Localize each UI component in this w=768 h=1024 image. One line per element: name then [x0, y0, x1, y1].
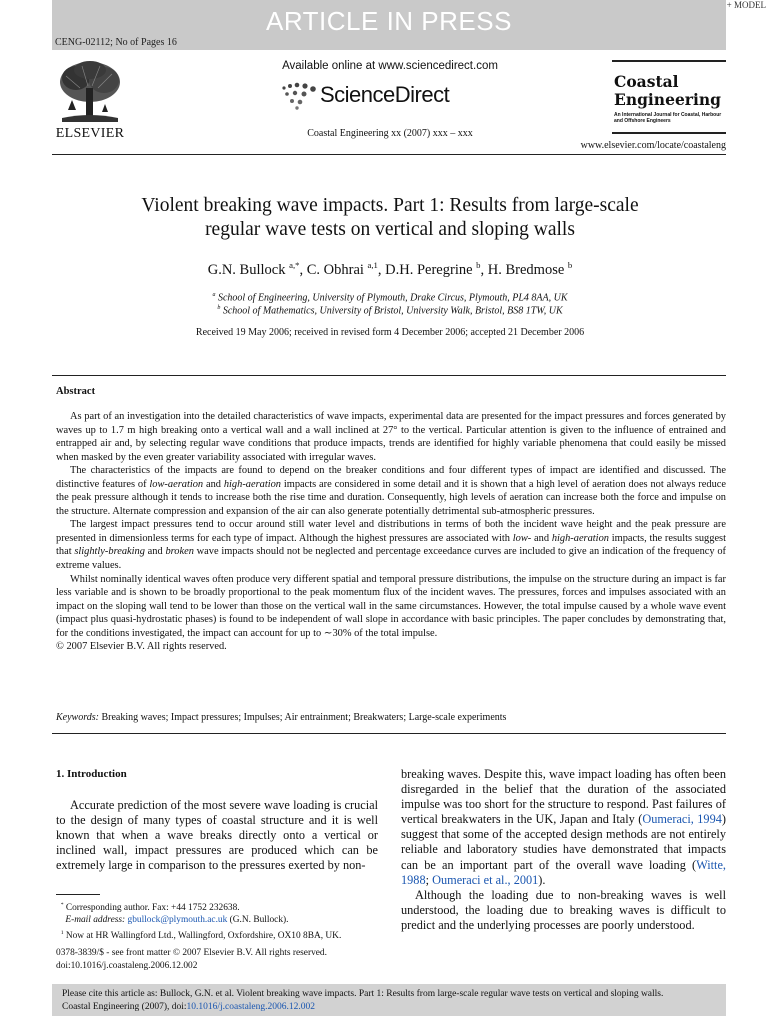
sciencedirect-wordmark: ScienceDirect	[320, 82, 450, 107]
abstract-paragraph-2: The characteristics of the impacts are found to depend on the breaker conditions and four different types of impact are identified and discussed. The distinctive features of low-aeration and high-aeration impacts are considered in some detail and it is shown that a high level of aeration does not always reduce the peak pressure although it tends to increase both the rise time and duration. Consequently, high levels of aeration can increase both the force and impulse on the structure. Alternate compression and expansion of the air can also generate potentially detrimental sub-atmospheric pressures.	[56, 465, 726, 517]
author-affiliation-mark: b	[567, 260, 573, 270]
abstract-paragraph-3: The largest impact pressures tend to occur around still water level and distributions in terms of both the incident wave height and the peak pressure are presented in dimensionless terms for each type of impact. Although the highest pressures are associated with low- and high-aeration impacts, the results suggest that slightly-breaking and broken wave impacts should not be neglected and percentage exceedance curves are included to give an indication of the frequency of extreme values.	[56, 519, 726, 572]
issn-line: 0378-3839/$ - see front matter © 2007 Elsevier B.V. All rights reserved.	[56, 948, 327, 958]
affiliation-text: School of Mathematics, University of Bristol, University Walk, Bristol, BS8 1TW, UK	[222, 305, 563, 317]
author-list: G.N. Bullock $^{a,*}$, C. Obhrai $^{a,1}$, D.H. Peregrine $^b$, H. Bredmose $^b$	[207, 260, 573, 278]
section-heading-introduction: 1. Introduction	[56, 768, 127, 780]
author-affiliation-mark: a,*	[289, 260, 300, 270]
journal-url-link[interactable]: www.elsevier.com/locate/coastaleng	[580, 140, 726, 151]
reference-link[interactable]: Oumeraci et al., 2001	[432, 872, 539, 887]
intro-paragraph-1: Accurate prediction of the most severe wave loading is crucial to the design of many types of coastal structure and it is well known that when a wave breaks directly onto a vertical or inclined wall, impact pressures are produced which can be extremely large in comparison to the pressures exerted by non-	[56, 798, 378, 873]
right-column	[401, 767, 726, 933]
journal-reference: Coastal Engineering xx (2007) xxx – xxx	[307, 128, 473, 139]
intro-paragraph-continued: breaking waves. Despite this, wave impact loading has often been disregarded in the belief that the duration of the associated impulse was too short for the structure to respond. Past failures of vertical breakwaters in the UK, Japan and Italy (Oumeraci, 1994) suggest that some of the accepted design methods are not entirely reliable and laboratory studies have demonstrated that impacts can be an important part of the overall wave loading (Witte, 1988; Oumeraci et al., 2001).	[401, 767, 726, 887]
affiliation-text: School of Engineering, University of Plymouth, Drake Circus, Plymouth, PL4 8AA, UK	[217, 292, 568, 304]
banner-title: ARTICLE IN PRESS	[266, 6, 512, 36]
email-link[interactable]: gbullock@plymouth.ac.uk	[127, 915, 228, 926]
keywords-label: Keywords:	[56, 712, 99, 723]
author-name[interactable]: D.H. Peregrine	[385, 261, 473, 278]
affiliation-mark: a	[212, 292, 216, 298]
affiliation-b	[90, 305, 690, 316]
author-name[interactable]: H. Bredmose	[487, 261, 565, 278]
journal-title-line2: Engineering	[614, 90, 721, 109]
reference-link[interactable]: Witte, 1988	[401, 857, 726, 887]
abstract-copyright: © 2007 Elsevier B.V. All rights reserved.	[56, 641, 227, 653]
sciencedirect-logo	[278, 78, 478, 114]
keywords	[56, 712, 506, 723]
citation-box	[52, 984, 726, 1016]
abstract-body	[56, 410, 726, 654]
header-divider	[52, 154, 726, 155]
article-in-press-banner	[52, 0, 726, 50]
sciencedirect-dots-icon	[278, 80, 318, 112]
footnote-email: E-mail address: gbullock@plymouth.ac.uk (G.N. Bullock).	[65, 915, 289, 926]
author-name[interactable]: C. Obhrai	[306, 261, 364, 278]
reference-link[interactable]: Oumeraci, 1994	[642, 812, 722, 827]
available-online-text: Available online at www.sciencedirect.com	[282, 60, 498, 72]
author-affiliation-mark: a,1	[367, 260, 378, 270]
abstract-paragraph-4: Whilst nominally identical waves often produce very different spatial and temporal pressure distributions, the impulse on the structure during an impact is far less variable and is shown to be broadly proportional to the peak momentum flux of the incident waves. The pressures, forces and impulses associated with an impact on the sloping wall tend to be lower than those on the vertical wall in the same circumstances. However, the total impulse caused by a whole wave event (impact plus quasi-hydrostatic phases) is found to be independent of wall slope in accordance with basic principles. The paper concludes by demonstrating that, for the conditions investigated, the impact can account for up to ∼30% of the total impulse.	[56, 573, 726, 639]
affiliation-mark: b	[217, 305, 221, 311]
footnote-1: $^1$ Now at HR Wallingford Ltd., Wallingford, Oxfordshire, OX10 8BA, UK.	[60, 929, 342, 941]
left-column	[56, 798, 378, 873]
article-title-line2: regular wave tests on vertical and sloping walls	[205, 219, 575, 240]
doi-line[interactable]: doi:10.1016/j.coastaleng.2006.12.002	[56, 960, 198, 971]
journal-title-line1: Coastal	[614, 72, 679, 91]
journal-logo	[612, 60, 726, 134]
intro-paragraph-2: Although the loading due to non-breaking waves is well understood, the loading due to breaking waves is difficult to predict and the underlying processes are poorly understood.	[401, 887, 726, 932]
abstract-paragraph-1: As part of an investigation into the detailed characteristics of wave impacts, experimental data are presented for the impact pressures and forces generated by waves up to 1.7 m high breaking onto a vertical wall and a wall inclined at 27° to the vertical. Particular attention is given to the influence of entrained and entrapped air and, by selecting regular wave conditions that produce impacts, trends are identified for highly variable phenomena that could easily be missed when masked by the even greater variability associated with irregular waves.	[56, 411, 726, 463]
abstract-heading: Abstract	[56, 386, 96, 397]
journal-subtitle: An International Journal for Coastal, Harbour and Offshore Engineers	[614, 112, 722, 124]
author-affiliation-mark: b	[476, 260, 481, 270]
model-tag: + MODEL	[726, 0, 766, 10]
manuscript-id: CENG-02112; No of Pages 16	[55, 37, 177, 48]
keywords-text: Breaking waves; Impact pressures; Impulses; Air entrainment; Breakwaters; Large-scale experiments	[101, 712, 507, 723]
footnote-divider	[56, 894, 100, 895]
article-title-line1: Violent breaking wave impacts. Part 1: Results from large-scale	[141, 195, 639, 216]
footnote-corresponding: * Corresponding author. Fax: +44 1752 232638.	[60, 902, 240, 914]
elsevier-wordmark: ELSEVIER	[55, 126, 125, 141]
citation-line1: Please cite this article as: Bullock, G.N. et al. Violent breaking wave impacts. Part 1: Results from large-scale regular wave tests on vertical and sloping walls.	[62, 989, 664, 999]
article-title	[90, 194, 690, 242]
doi-link[interactable]: 10.1016/j.coastaleng.2006.12.002	[186, 1001, 316, 1012]
author-name[interactable]: G.N. Bullock	[207, 261, 286, 278]
citation-line2: Coastal Engineering (2007), doi:10.1016/j.coastaleng.2006.12.002	[62, 1001, 316, 1012]
issn-doi	[56, 947, 396, 972]
affiliation-a	[90, 292, 690, 303]
elsevier-tree-logo-icon	[52, 58, 128, 126]
abstract-divider-bottom	[52, 733, 726, 734]
received-dates: Received 19 May 2006; received in revised form 4 December 2006; accepted 21 December 2006	[195, 327, 585, 338]
abstract-divider-top	[52, 375, 726, 376]
footnotes	[56, 899, 396, 942]
